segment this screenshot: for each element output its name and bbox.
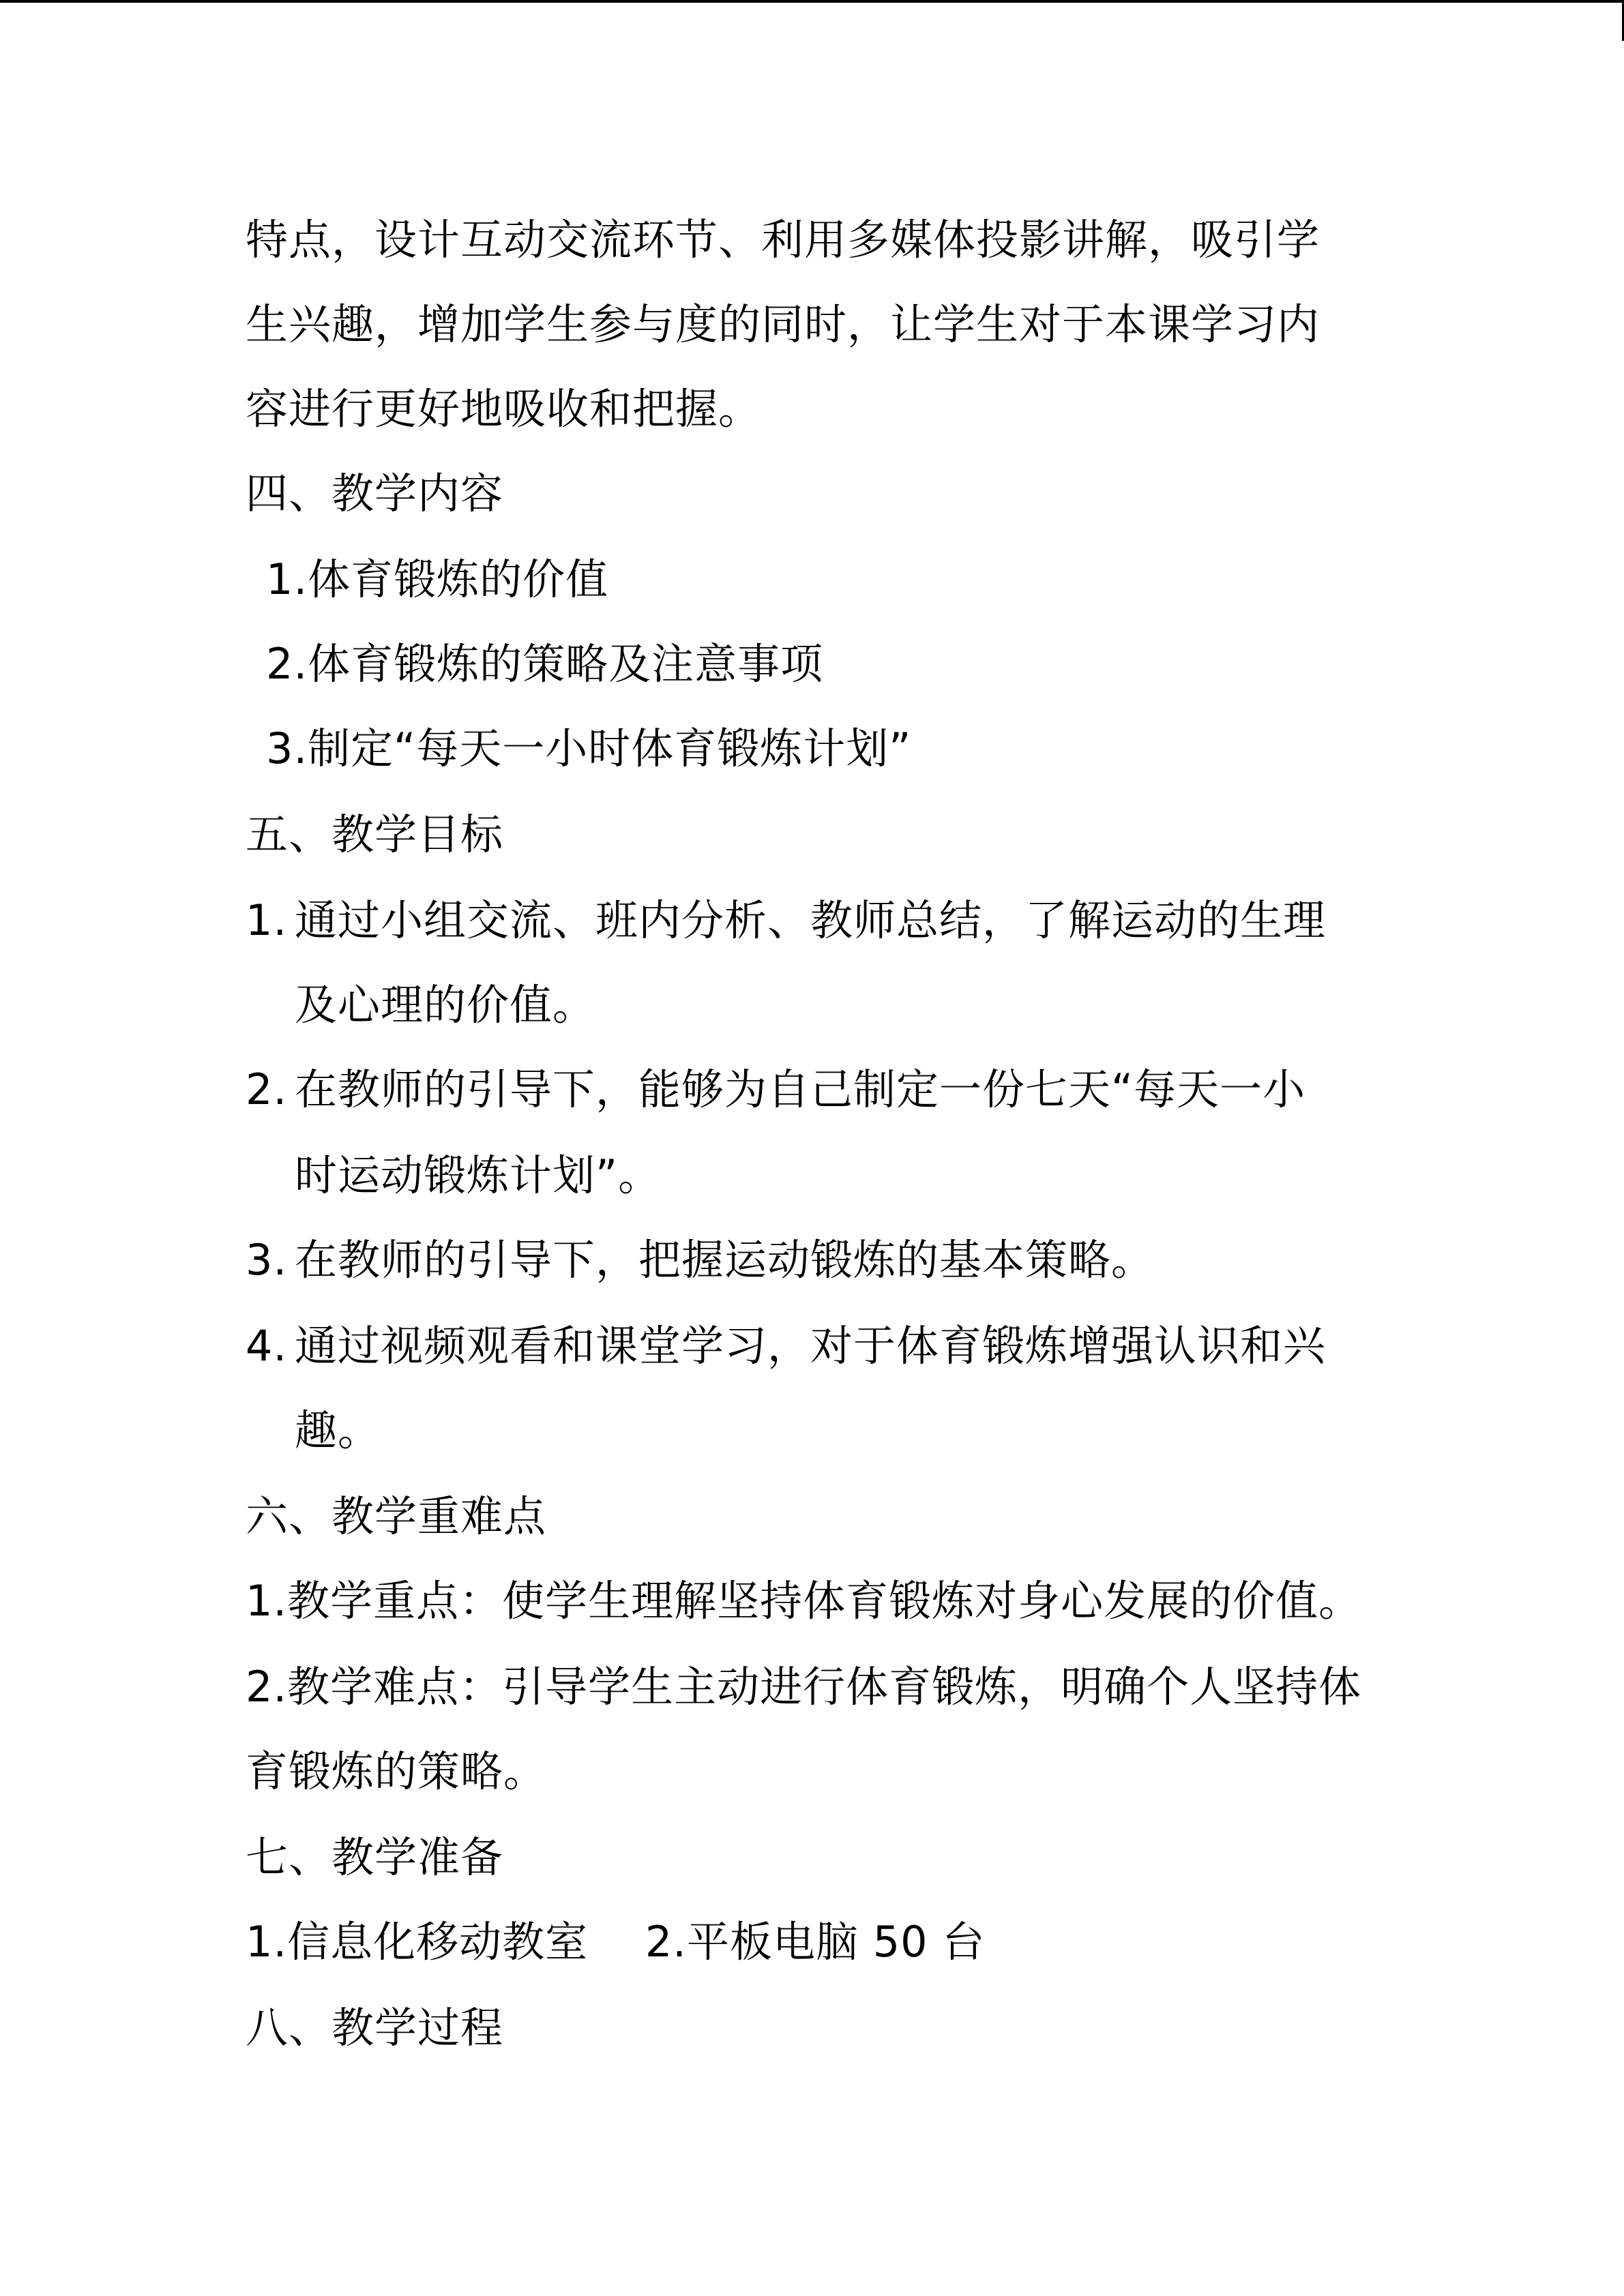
section-heading-goals: 五、教学目标: [246, 809, 504, 859]
intro-line-3: 容进行更好地吸收和把握。: [246, 384, 762, 434]
intro-line-2: 生兴趣，增加学生参与度的同时，让学生对于本课学习内: [246, 299, 1320, 349]
goal-text: 在教师的引导下，把握运动锻炼的基本策略。: [295, 1235, 1155, 1285]
key-point: 1.教学重点：使学生理解坚持体育锻炼对身心发展的价值。: [246, 1576, 1362, 1626]
goal-number: 4.: [246, 1321, 288, 1371]
goal-item-4-continued: 趣。: [295, 1405, 381, 1455]
goal-text: 通过小组交流、班内分析、教师总结，了解运动的生理: [295, 895, 1327, 945]
difficulty-point: 2.教学难点：引导学生主动进行体育锻炼，明确个人坚持体: [246, 1662, 1362, 1712]
intro-line-1: 特点，设计互动交流环节、利用多媒体投影讲解，吸引学: [246, 215, 1320, 265]
section-heading-key-points: 六、教学重难点: [246, 1491, 547, 1541]
goal-number: 2.: [246, 1064, 288, 1114]
content-item-1: 1.体育锻炼的价值: [266, 554, 609, 604]
goal-number: 3.: [246, 1235, 288, 1285]
goal-text: 在教师的引导下，能够为自己制定一份七天“每天一小: [295, 1064, 1306, 1114]
goal-number: 1.: [246, 895, 288, 945]
section-heading-process: 八、教学过程: [246, 2003, 504, 2053]
goal-item-1: [246, 893, 1326, 948]
goal-item-2-continued: 时运动锻炼计划”。: [295, 1150, 662, 1200]
goal-text: 通过视频观看和课堂学习，对于体育锻炼增强认识和兴: [295, 1321, 1327, 1371]
section-heading-content: 四、教学内容: [246, 468, 504, 518]
goal-item-4: [246, 1319, 1326, 1373]
goal-item-3: [246, 1233, 1154, 1287]
page-top-border: [0, 0, 1624, 3]
preparation-items: 1.信息化移动教室 2.平板电脑 50 台: [246, 1917, 986, 1967]
difficulty-point-continued: 育锻炼的策略。: [246, 1746, 547, 1796]
goal-item-1-continued: 及心理的价值。: [295, 980, 596, 1030]
section-heading-preparation: 七、教学准备: [246, 1832, 504, 1882]
content-item-3: 3.制定“每天一小时体育锻炼计划”: [266, 724, 912, 773]
goal-item-2: [246, 1062, 1305, 1117]
content-item-2: 2.体育锻炼的策略及注意事项: [266, 639, 824, 689]
